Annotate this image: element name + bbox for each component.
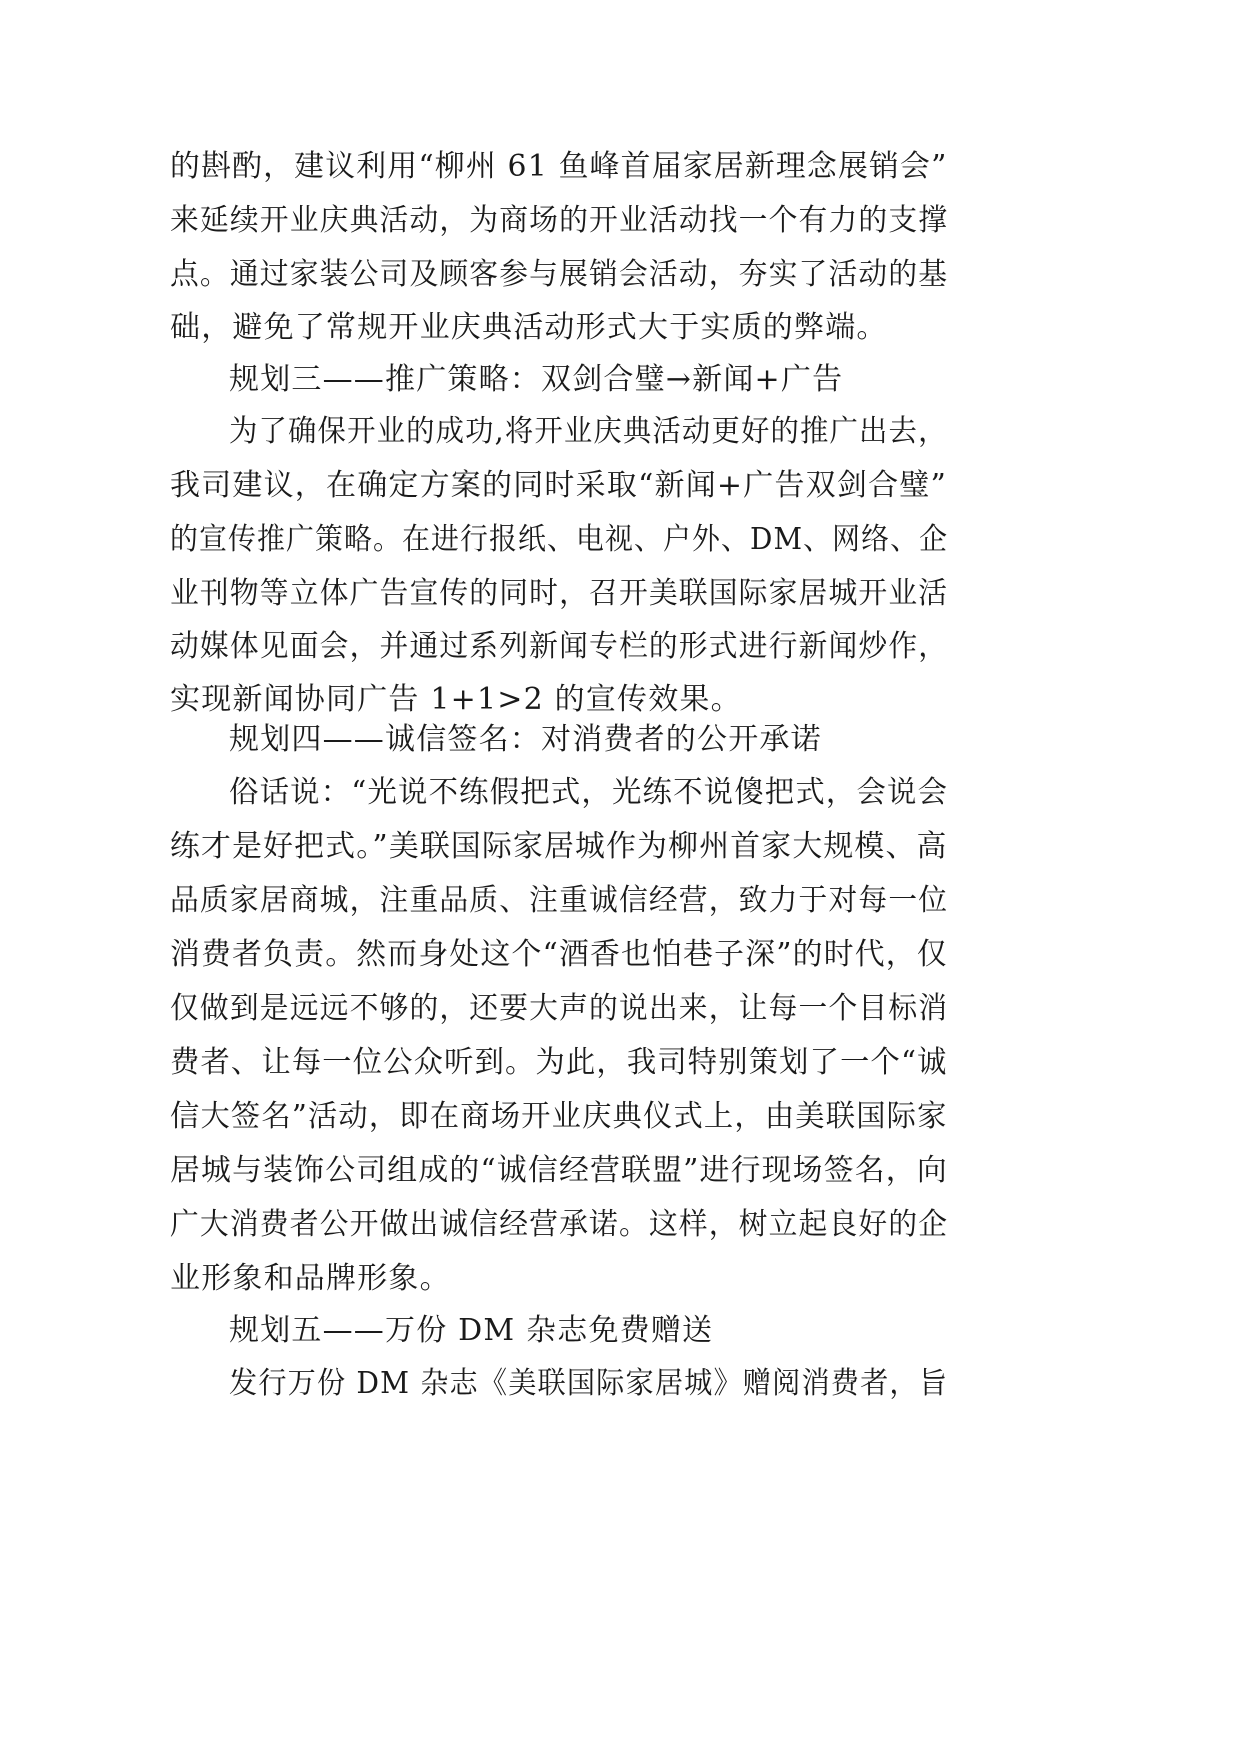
text-line-19: 信大签名”活动，即在商场开业庆典仪式上，由美联国际家 [170, 1099, 948, 1134]
section-heading-4: 规划四——诚信签名：对消费者的公开承诺 [229, 722, 822, 757]
text-line-3: 点。通过家装公司及顾客参与展销会活动，夯实了活动的基 [170, 257, 949, 292]
text-line-20: 居城与装饰公司组成的“诚信经营联盟”进行现场签名，向 [170, 1153, 948, 1188]
text-line-17: 仅做到是远远不够的，还要大声的说出来，让每一个目标消 [170, 991, 949, 1026]
text-line-6: 为了确保开业的成功,将开业庆典活动更好的推广出去， [229, 414, 948, 449]
section-heading-5: 规划五——万份 DM 杂志免费赠送 [229, 1313, 714, 1348]
section-heading-3: 规划三——推广策略：双剑合璧→新闻+广告 [229, 362, 844, 397]
text-line-10: 动媒体见面会，并通过系列新闻专栏的形式进行新闻炒作， [170, 629, 949, 664]
text-line-21: 广大消费者公开做出诚信经营承诺。这样，树立起良好的企 [170, 1207, 949, 1242]
text-line-14: 练才是好把式。”美联国际家居城作为柳州首家大规模、高 [170, 829, 948, 864]
text-line-11: 实现新闻协同广告 1+1>2 的宣传效果。 [170, 682, 742, 717]
text-line-4: 础，避免了常规开业庆典活动形式大于实质的弊端。 [170, 310, 888, 345]
text-line-15: 品质家居商城，注重品质、注重诚信经营，致力于对每一位 [170, 883, 949, 918]
text-line-24: 发行万份 DM 杂志《美联国际家居城》赠阅消费者，旨 [229, 1366, 949, 1401]
text-line-16: 消费者负责。然而身处这个“酒香也怕巷子深”的时代，仅 [170, 937, 948, 972]
text-line-22: 业形象和品牌形象。 [170, 1261, 451, 1296]
text-line-7: 我司建议，在确定方案的同时采取“新闻+广告双剑合璧” [170, 468, 948, 503]
text-line-13: 俗话说：“光说不练假把式，光练不说傻把式，会说会 [229, 775, 949, 810]
text-line-9: 业刊物等立体广告宣传的同时，召开美联国际家居城开业活 [170, 576, 949, 611]
text-line-18: 费者、让每一位公众听到。为此，我司特别策划了一个“诚 [170, 1045, 948, 1080]
text-line-8: 的宣传推广策略。在进行报纸、电视、户外、DM、网络、企 [170, 522, 949, 557]
text-line-1: 的斟酌，建议利用“柳州 61 鱼峰首届家居新理念展销会” [170, 149, 948, 184]
text-line-2: 来延续开业庆典活动，为商场的开业活动找一个有力的支撑 [170, 203, 949, 238]
